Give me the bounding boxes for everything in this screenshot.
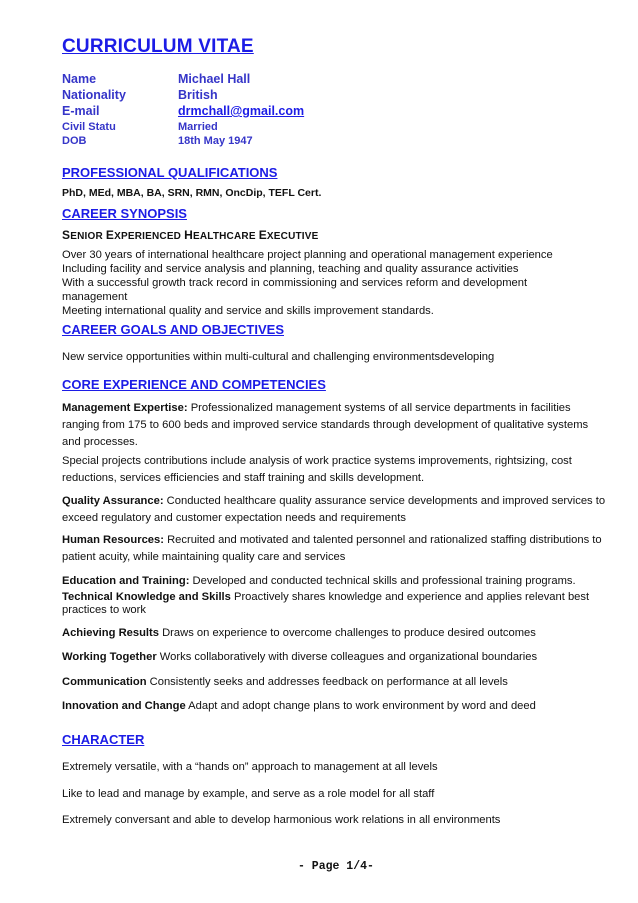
synopsis-line: Including facility and service analysis and planning, teaching and quality assurance activities — [62, 263, 519, 275]
nationality-label: Nationality — [62, 88, 126, 102]
core-item-together: Working Together Works collaboratively with diverse colleagues and organizational boundaries — [62, 651, 538, 663]
goals-text: New service opportunities within multi-cultural and challenging environmentsdeveloping — [62, 351, 495, 363]
goals-heading: CAREER GOALS AND OBJECTIVES — [62, 322, 284, 337]
qualifications-text: PhD, MEd, MBA, BA, SRN, RMN, OncDip, TEFL Cert. — [62, 187, 322, 199]
core-item-results: Achieving Results Draws on experience to overcome challenges to produce desired outcomes — [62, 627, 536, 639]
core-item-label: Communication — [62, 676, 147, 688]
core-item-label: Management Expertise: — [62, 402, 188, 414]
name-label: Name — [62, 72, 97, 86]
email-link[interactable]: drmchall@gmail.com — [178, 104, 305, 118]
nationality-value: British — [178, 88, 218, 102]
synopsis-line: Over 30 years of international healthcare project planning and operational management experience — [62, 249, 553, 261]
core-item-quality: Quality Assurance: Conducted healthcare quality assurance service developments and improved services to exceed regulatory and customer expectation needs and requirements — [62, 495, 606, 524]
name-value: Michael Hall — [178, 72, 251, 86]
synopsis-line: With a successful growth track record in commissioning and services reform and development management — [62, 277, 528, 303]
core-item-innovation: Innovation and Change Adapt and adopt change plans to work environment by word and deed — [62, 700, 536, 712]
core-item-management: Management Expertise: Professionalized management systems of all service departments in facilities ranging from 175 to 600 beds and improved service standards through development of qualitative systems and processes. — [62, 402, 589, 448]
core-item-label: Quality Assurance: — [62, 495, 164, 507]
core-heading: CORE EXPERIENCE AND COMPETENCIES — [62, 377, 326, 392]
core-item-education: Education and Training: Developed and conducted technical skills and professional training programs. — [62, 575, 576, 587]
core-item-communication: Communication Consistently seeks and addresses feedback on performance at all levels — [62, 676, 508, 688]
civil-status-value: Married — [178, 121, 218, 133]
email-label: E-mail — [62, 104, 100, 118]
qualifications-heading: PROFESSIONAL QUALIFICATIONS — [62, 165, 278, 180]
character-line: Extremely versatile, with a “hands on” approach to management at all levels — [62, 761, 438, 773]
character-line: Extremely conversant and able to develop harmonious work relations in all environments — [62, 814, 501, 826]
core-item-label: Human Resources: — [62, 534, 164, 546]
synopsis-line: Meeting international quality and service and skills improvement standards. — [62, 305, 434, 317]
synopsis-role: SENIOR EXPERIENCED HEALTHCARE EXECUTIVE — [62, 228, 319, 242]
civil-status-label: Civil Statu — [62, 121, 116, 133]
dob-value: 18th May 1947 — [178, 135, 253, 147]
core-item-hr: Human Resources: Recruited and motivated and talented personnel and rationalized staffing distributions to patient acuity, while maintaining quality care and services — [62, 534, 602, 563]
core-item-special-projects: Special projects contributions include analysis of work practice systems improvements, rightsizing, cost reductions, services efficiencies and staff training and skills development. — [62, 455, 572, 484]
character-heading: CHARACTER — [62, 732, 145, 747]
core-item-label: Working Together — [62, 651, 157, 663]
synopsis-text — [62, 248, 607, 318]
core-item-technical: Technical Knowledge and Skills Proactively shares knowledge and experience and applies relevant best practices to work — [62, 591, 590, 616]
dob-label: DOB — [62, 135, 87, 147]
core-item-label: Achieving Results — [62, 627, 159, 639]
core-item-label: Technical Knowledge and Skills — [62, 591, 231, 603]
character-line: Like to lead and manage by example, and serve as a role model for all staff — [62, 788, 435, 800]
core-item-label: Education and Training: — [62, 575, 190, 587]
synopsis-heading: CAREER SYNOPSIS — [62, 206, 187, 221]
page-title: CURRICULUM VITAE — [62, 36, 254, 57]
page-number: - Page 1/4- — [298, 860, 374, 873]
core-item-label: Innovation and Change — [62, 700, 186, 712]
